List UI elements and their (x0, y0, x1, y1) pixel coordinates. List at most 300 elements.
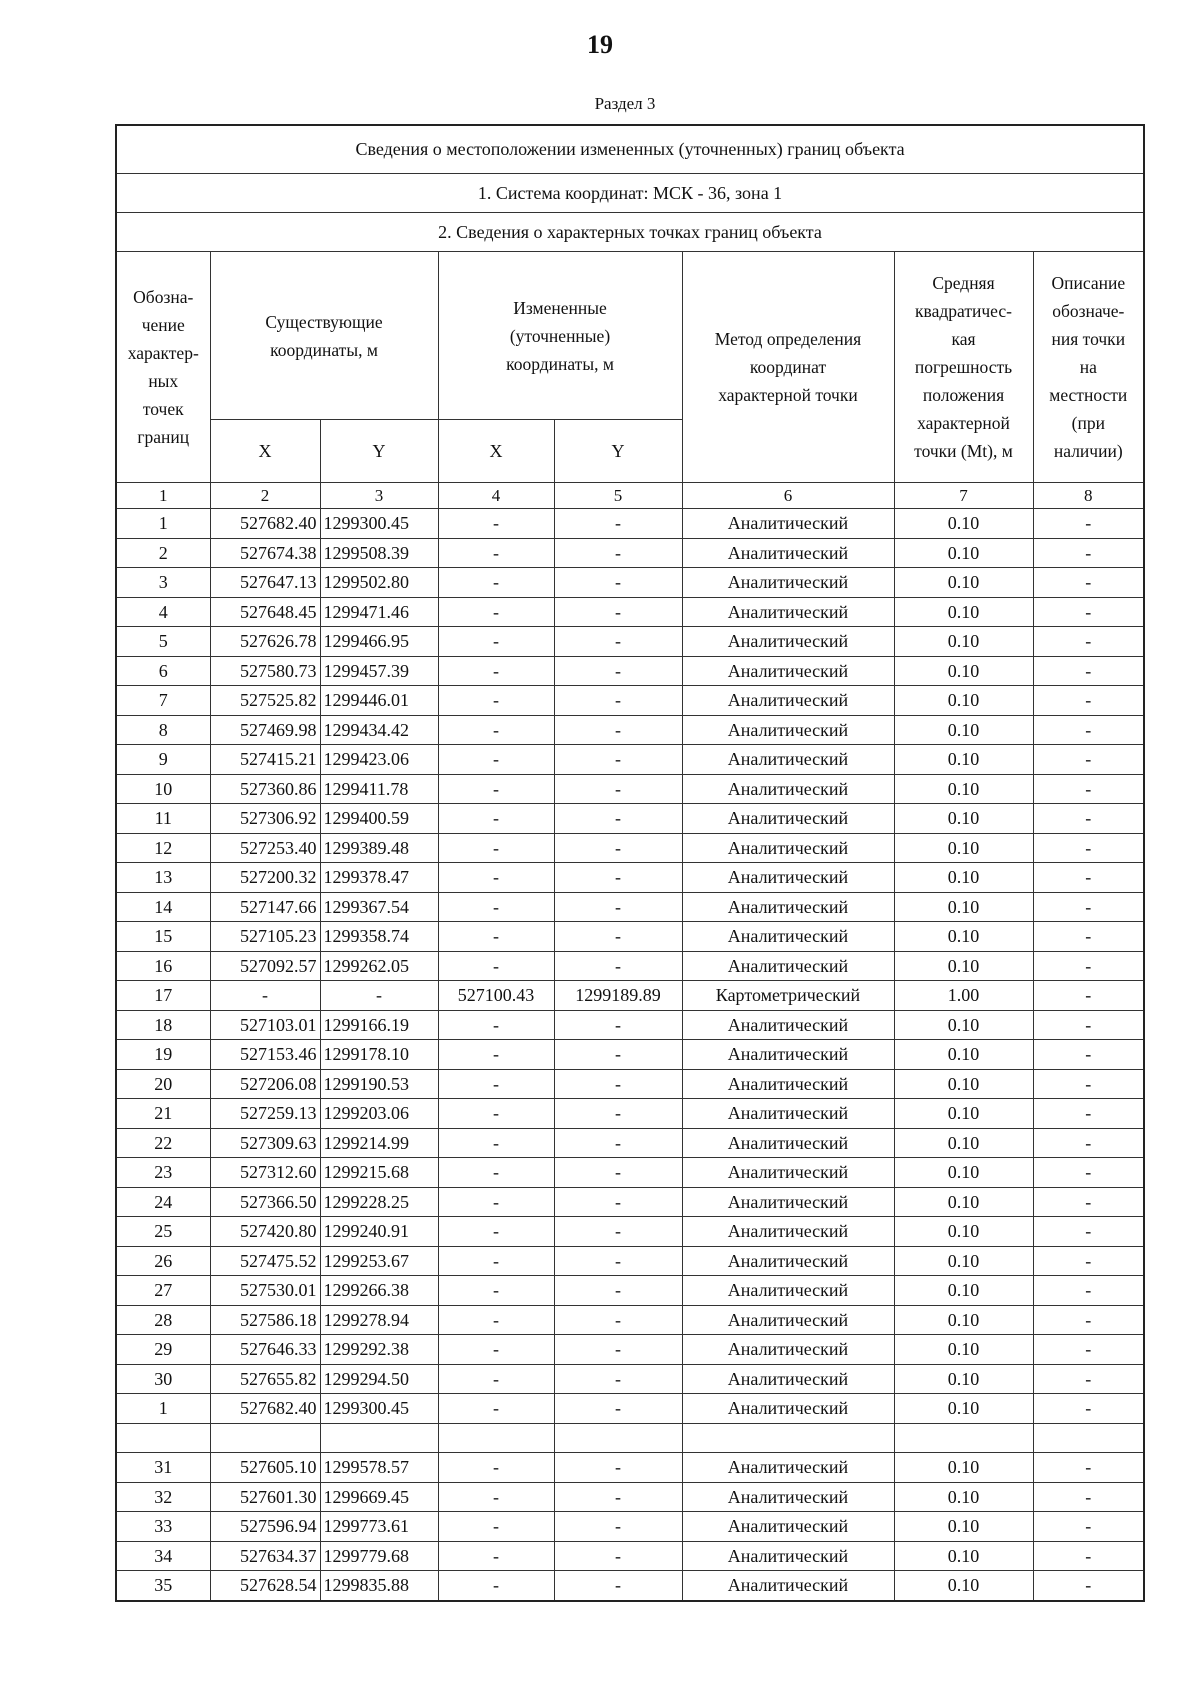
method-cell: Картометрический (682, 981, 894, 1011)
table-row (116, 745, 1144, 775)
changed-y-cell: - (554, 538, 682, 568)
error-cell: 0.10 (894, 804, 1033, 834)
changed-x-cell: - (438, 509, 554, 539)
error-cell: 0.10 (894, 627, 1033, 657)
error-cell: 0.10 (894, 892, 1033, 922)
point-id-cell: 31 (116, 1453, 210, 1483)
error-cell: 0.10 (894, 1217, 1033, 1247)
method-cell: Аналитический (682, 1364, 894, 1394)
changed-y-cell: - (554, 804, 682, 834)
existing-y-cell: - (320, 981, 438, 1011)
changed-y-cell: - (554, 1364, 682, 1394)
existing-x-cell: 527646.33 (210, 1335, 320, 1365)
table-row (116, 774, 1144, 804)
error-cell: 0.10 (894, 1158, 1033, 1188)
existing-y-cell: 1299262.05 (320, 951, 438, 981)
changed-y-cell: - (554, 1158, 682, 1188)
existing-x-cell: 527420.80 (210, 1217, 320, 1247)
point-id-cell: 20 (116, 1069, 210, 1099)
point-id-cell (116, 1423, 210, 1453)
changed-x-cell: - (438, 597, 554, 627)
existing-y-cell: 1299300.45 (320, 509, 438, 539)
existing-x-cell: 527525.82 (210, 686, 320, 716)
error-cell: 0.10 (894, 1305, 1033, 1335)
existing-y-cell: 1299457.39 (320, 656, 438, 686)
changed-y-cell: - (554, 597, 682, 627)
method-cell: Аналитический (682, 1158, 894, 1188)
table-row (116, 1187, 1144, 1217)
table-row (116, 597, 1144, 627)
changed-y-cell: - (554, 1187, 682, 1217)
changed-y-cell: - (554, 1482, 682, 1512)
method-cell: Аналитический (682, 1453, 894, 1483)
table-row (116, 1246, 1144, 1276)
point-id-cell: 1 (116, 509, 210, 539)
point-id-cell: 29 (116, 1335, 210, 1365)
table-row (116, 1423, 1144, 1453)
error-cell: 0.10 (894, 1187, 1033, 1217)
changed-y-cell: - (554, 863, 682, 893)
existing-y-cell: 1299508.39 (320, 538, 438, 568)
header-description: Описание обозначе- ния точки на местности (при наличии) (1033, 252, 1144, 483)
table-row (116, 892, 1144, 922)
method-cell: Аналитический (682, 774, 894, 804)
method-cell (682, 1423, 894, 1453)
boundary-points-table (115, 124, 1145, 1602)
table-row (116, 1541, 1144, 1571)
existing-y-cell: 1299471.46 (320, 597, 438, 627)
existing-y-cell: 1299240.91 (320, 1217, 438, 1247)
description-cell: - (1033, 804, 1144, 834)
column-number: 4 (438, 483, 554, 509)
existing-x-cell: 527092.57 (210, 951, 320, 981)
description-cell: - (1033, 1541, 1144, 1571)
changed-y-cell (554, 1423, 682, 1453)
existing-y-cell: 1299367.54 (320, 892, 438, 922)
changed-x-cell: - (438, 1364, 554, 1394)
error-cell: 0.10 (894, 922, 1033, 952)
existing-y-cell: 1299669.45 (320, 1482, 438, 1512)
header-existing-coordinates: Существующие координаты, м (210, 252, 438, 420)
existing-y-cell: 1299278.94 (320, 1305, 438, 1335)
changed-y-cell: - (554, 715, 682, 745)
error-cell: 0.10 (894, 656, 1033, 686)
method-cell: Аналитический (682, 1246, 894, 1276)
changed-x-cell: - (438, 1394, 554, 1424)
existing-y-cell: 1299434.42 (320, 715, 438, 745)
error-cell: 0.10 (894, 1512, 1033, 1542)
existing-y-cell: 1299166.19 (320, 1010, 438, 1040)
changed-x-cell: - (438, 715, 554, 745)
existing-y-cell: 1299190.53 (320, 1069, 438, 1099)
description-cell: - (1033, 1364, 1144, 1394)
changed-y-cell: - (554, 1010, 682, 1040)
point-id-cell: 25 (116, 1217, 210, 1247)
point-id-cell: 14 (116, 892, 210, 922)
coordinate-system: 1. Система координат: МСК - 36, зона 1 (116, 174, 1144, 213)
existing-x-cell: 527475.52 (210, 1246, 320, 1276)
point-id-cell: 16 (116, 951, 210, 981)
changed-x-cell (438, 1423, 554, 1453)
existing-y-cell: 1299423.06 (320, 745, 438, 775)
existing-x-cell: 527648.45 (210, 597, 320, 627)
description-cell: - (1033, 863, 1144, 893)
changed-y-cell: - (554, 1335, 682, 1365)
description-cell: - (1033, 1158, 1144, 1188)
method-cell: Аналитический (682, 1512, 894, 1542)
error-cell: 0.10 (894, 833, 1033, 863)
header-error: Средняя квадратичес- кая погрешность положения характерной точки (Mt), м (894, 252, 1033, 483)
description-cell: - (1033, 1069, 1144, 1099)
description-cell: - (1033, 951, 1144, 981)
changed-x-cell: - (438, 1571, 554, 1601)
existing-x-cell: 527605.10 (210, 1453, 320, 1483)
point-id-cell: 35 (116, 1571, 210, 1601)
column-number: 5 (554, 483, 682, 509)
changed-y-cell: - (554, 509, 682, 539)
changed-y-cell: - (554, 1453, 682, 1483)
point-id-cell: 4 (116, 597, 210, 627)
description-cell: - (1033, 774, 1144, 804)
point-id-cell: 9 (116, 745, 210, 775)
error-cell: 0.10 (894, 686, 1033, 716)
point-id-cell: 28 (116, 1305, 210, 1335)
table-row (116, 863, 1144, 893)
column-number: 7 (894, 483, 1033, 509)
description-cell: - (1033, 1040, 1144, 1070)
changed-x-cell: - (438, 774, 554, 804)
description-cell: - (1033, 833, 1144, 863)
description-cell: - (1033, 656, 1144, 686)
existing-y-cell: 1299253.67 (320, 1246, 438, 1276)
existing-x-cell: 527601.30 (210, 1482, 320, 1512)
point-id-cell: 24 (116, 1187, 210, 1217)
point-id-cell: 19 (116, 1040, 210, 1070)
existing-x-cell: 527253.40 (210, 833, 320, 863)
existing-x-cell: 527655.82 (210, 1364, 320, 1394)
existing-y-cell: 1299215.68 (320, 1158, 438, 1188)
changed-x-cell: - (438, 1512, 554, 1542)
method-cell: Аналитический (682, 1571, 894, 1601)
point-id-cell: 3 (116, 568, 210, 598)
point-id-cell: 12 (116, 833, 210, 863)
existing-y-cell: 1299358.74 (320, 922, 438, 952)
existing-x-cell (210, 1423, 320, 1453)
existing-y-cell: 1299389.48 (320, 833, 438, 863)
error-cell: 0.10 (894, 1364, 1033, 1394)
error-cell: 0.10 (894, 1128, 1033, 1158)
changed-y-cell: - (554, 1246, 682, 1276)
error-cell: 0.10 (894, 1099, 1033, 1129)
error-cell: 0.10 (894, 1010, 1033, 1040)
existing-y-cell: 1299228.25 (320, 1187, 438, 1217)
existing-y-cell (320, 1423, 438, 1453)
existing-x-cell: 527360.86 (210, 774, 320, 804)
point-id-cell: 8 (116, 715, 210, 745)
table-title: Сведения о местоположении измененных (уточненных) границ объекта (116, 125, 1144, 174)
existing-y-cell: 1299178.10 (320, 1040, 438, 1070)
method-cell: Аналитический (682, 922, 894, 952)
method-cell: Аналитический (682, 1305, 894, 1335)
table-row (116, 981, 1144, 1011)
existing-x-cell: 527682.40 (210, 509, 320, 539)
changed-x-cell: - (438, 1128, 554, 1158)
changed-y-cell: - (554, 774, 682, 804)
point-id-cell: 13 (116, 863, 210, 893)
changed-x-cell: - (438, 1069, 554, 1099)
existing-x-cell: 527153.46 (210, 1040, 320, 1070)
error-cell: 1.00 (894, 981, 1033, 1011)
points-heading: 2. Сведения о характерных точках границ объекта (116, 213, 1144, 252)
existing-x-cell: - (210, 981, 320, 1011)
changed-y-cell: - (554, 745, 682, 775)
existing-x-cell: 527200.32 (210, 863, 320, 893)
description-cell: - (1033, 568, 1144, 598)
method-cell: Аналитический (682, 1187, 894, 1217)
description-cell: - (1033, 1453, 1144, 1483)
point-id-cell: 27 (116, 1276, 210, 1306)
existing-y-cell: 1299773.61 (320, 1512, 438, 1542)
method-cell: Аналитический (682, 1394, 894, 1424)
method-cell: Аналитический (682, 656, 894, 686)
error-cell: 0.10 (894, 568, 1033, 598)
description-cell: - (1033, 1128, 1144, 1158)
point-id-cell: 30 (116, 1364, 210, 1394)
point-id-cell: 7 (116, 686, 210, 716)
method-cell: Аналитический (682, 1217, 894, 1247)
description-cell: - (1033, 1394, 1144, 1424)
error-cell: 0.10 (894, 715, 1033, 745)
table-row (116, 509, 1144, 539)
error-cell: 0.10 (894, 1571, 1033, 1601)
table-row (116, 1158, 1144, 1188)
description-cell: - (1033, 1246, 1144, 1276)
changed-x-cell: - (438, 1305, 554, 1335)
changed-x-cell: - (438, 1040, 554, 1070)
existing-x-cell: 527415.21 (210, 745, 320, 775)
changed-x-cell: - (438, 833, 554, 863)
point-id-cell: 2 (116, 538, 210, 568)
point-id-cell: 1 (116, 1394, 210, 1424)
header-changed-x: X (438, 420, 554, 483)
changed-y-cell: - (554, 686, 682, 716)
point-id-cell: 6 (116, 656, 210, 686)
page-number: 19 (587, 30, 613, 59)
table-row (116, 686, 1144, 716)
description-cell: - (1033, 538, 1144, 568)
existing-y-cell: 1299502.80 (320, 568, 438, 598)
description-cell: - (1033, 892, 1144, 922)
changed-x-cell: - (438, 538, 554, 568)
column-number-row (116, 483, 1144, 509)
changed-y-cell: - (554, 1512, 682, 1542)
method-cell: Аналитический (682, 597, 894, 627)
existing-x-cell: 527647.13 (210, 568, 320, 598)
error-cell: 0.10 (894, 745, 1033, 775)
changed-y-cell: - (554, 656, 682, 686)
point-id-cell: 23 (116, 1158, 210, 1188)
column-number: 6 (682, 483, 894, 509)
table-row (116, 1069, 1144, 1099)
column-number: 8 (1033, 483, 1144, 509)
changed-y-cell: - (554, 1394, 682, 1424)
existing-x-cell: 527103.01 (210, 1010, 320, 1040)
existing-x-cell: 527626.78 (210, 627, 320, 657)
existing-y-cell: 1299400.59 (320, 804, 438, 834)
method-cell: Аналитический (682, 1040, 894, 1070)
existing-x-cell: 527682.40 (210, 1394, 320, 1424)
changed-x-cell: - (438, 745, 554, 775)
method-cell: Аналитический (682, 1335, 894, 1365)
description-cell: - (1033, 597, 1144, 627)
point-id-cell: 15 (116, 922, 210, 952)
changed-x-cell: - (438, 892, 554, 922)
existing-y-cell: 1299378.47 (320, 863, 438, 893)
method-cell: Аналитический (682, 745, 894, 775)
existing-y-cell: 1299214.99 (320, 1128, 438, 1158)
existing-x-cell: 527580.73 (210, 656, 320, 686)
changed-x-cell: - (438, 1453, 554, 1483)
changed-x-cell: - (438, 922, 554, 952)
existing-y-cell: 1299446.01 (320, 686, 438, 716)
existing-x-cell: 527634.37 (210, 1541, 320, 1571)
changed-y-cell: - (554, 1217, 682, 1247)
table-row (116, 1394, 1144, 1424)
method-cell: Аналитический (682, 686, 894, 716)
existing-x-cell: 527312.60 (210, 1158, 320, 1188)
point-id-cell: 21 (116, 1099, 210, 1129)
existing-x-cell: 527105.23 (210, 922, 320, 952)
table-row (116, 1276, 1144, 1306)
existing-y-cell: 1299300.45 (320, 1394, 438, 1424)
header-changed-coordinates: Измененные (уточненные) координаты, м (438, 252, 682, 420)
table-row (116, 538, 1144, 568)
description-cell: - (1033, 686, 1144, 716)
existing-x-cell: 527147.66 (210, 892, 320, 922)
error-cell: 0.10 (894, 1482, 1033, 1512)
method-cell: Аналитический (682, 1541, 894, 1571)
existing-x-cell: 527366.50 (210, 1187, 320, 1217)
column-number: 3 (320, 483, 438, 509)
table-row (116, 1099, 1144, 1129)
description-cell: - (1033, 509, 1144, 539)
error-cell: 0.10 (894, 1246, 1033, 1276)
changed-x-cell: - (438, 656, 554, 686)
changed-y-cell: - (554, 568, 682, 598)
description-cell: - (1033, 922, 1144, 952)
description-cell: - (1033, 1512, 1144, 1542)
changed-x-cell: - (438, 568, 554, 598)
description-cell (1033, 1423, 1144, 1453)
point-id-cell: 34 (116, 1541, 210, 1571)
table-row (116, 804, 1144, 834)
error-cell: 0.10 (894, 597, 1033, 627)
table-row (116, 715, 1144, 745)
changed-x-cell: - (438, 1187, 554, 1217)
description-cell: - (1033, 1276, 1144, 1306)
error-cell: 0.10 (894, 1040, 1033, 1070)
table-row (116, 627, 1144, 657)
point-id-cell: 33 (116, 1512, 210, 1542)
method-cell: Аналитический (682, 627, 894, 657)
table-row (116, 1217, 1144, 1247)
changed-y-cell: - (554, 1040, 682, 1070)
description-cell: - (1033, 1482, 1144, 1512)
table-row (116, 1010, 1144, 1040)
error-cell: 0.10 (894, 538, 1033, 568)
changed-x-cell: - (438, 1217, 554, 1247)
existing-x-cell: 527306.92 (210, 804, 320, 834)
table-row (116, 951, 1144, 981)
method-cell: Аналитический (682, 892, 894, 922)
method-cell: Аналитический (682, 804, 894, 834)
error-cell: 0.10 (894, 509, 1033, 539)
point-id-cell: 10 (116, 774, 210, 804)
table-row (116, 656, 1144, 686)
error-cell: 0.10 (894, 1276, 1033, 1306)
table-row (116, 1482, 1144, 1512)
changed-x-cell: - (438, 1099, 554, 1129)
existing-x-cell: 527586.18 (210, 1305, 320, 1335)
changed-x-cell: - (438, 1158, 554, 1188)
description-cell: - (1033, 981, 1144, 1011)
changed-x-cell: - (438, 627, 554, 657)
table-row (116, 1128, 1144, 1158)
method-cell: Аналитический (682, 1128, 894, 1158)
existing-y-cell: 1299266.38 (320, 1276, 438, 1306)
changed-x-cell: - (438, 1276, 554, 1306)
changed-x-cell: 527100.43 (438, 981, 554, 1011)
table-row (116, 1335, 1144, 1365)
header-method: Метод определения координат характерной точки (682, 252, 894, 483)
existing-y-cell: 1299294.50 (320, 1364, 438, 1394)
existing-x-cell: 527309.63 (210, 1128, 320, 1158)
existing-x-cell: 527530.01 (210, 1276, 320, 1306)
method-cell: Аналитический (682, 1276, 894, 1306)
changed-y-cell: - (554, 892, 682, 922)
column-number: 1 (116, 483, 210, 509)
existing-x-cell: 527469.98 (210, 715, 320, 745)
table-row (116, 1512, 1144, 1542)
description-cell: - (1033, 1335, 1144, 1365)
table-row (116, 1571, 1144, 1601)
header-changed-y: Y (554, 420, 682, 483)
error-cell: 0.10 (894, 774, 1033, 804)
header-designation: Обозна- чение характер- ных точек границ (116, 252, 210, 483)
changed-y-cell: - (554, 833, 682, 863)
section-label: Раздел 3 (594, 94, 656, 113)
error-cell: 0.10 (894, 863, 1033, 893)
method-cell: Аналитический (682, 951, 894, 981)
table-row (116, 1364, 1144, 1394)
point-id-cell: 17 (116, 981, 210, 1011)
changed-x-cell: - (438, 863, 554, 893)
changed-y-cell: 1299189.89 (554, 981, 682, 1011)
existing-y-cell: 1299779.68 (320, 1541, 438, 1571)
changed-y-cell: - (554, 1099, 682, 1129)
changed-y-cell: - (554, 1276, 682, 1306)
existing-y-cell: 1299411.78 (320, 774, 438, 804)
error-cell: 0.10 (894, 1453, 1033, 1483)
point-id-cell: 32 (116, 1482, 210, 1512)
table-row (116, 1305, 1144, 1335)
changed-x-cell: - (438, 686, 554, 716)
changed-x-cell: - (438, 1482, 554, 1512)
description-cell: - (1033, 1217, 1144, 1247)
point-id-cell: 26 (116, 1246, 210, 1276)
existing-y-cell: 1299203.06 (320, 1099, 438, 1129)
method-cell: Аналитический (682, 863, 894, 893)
